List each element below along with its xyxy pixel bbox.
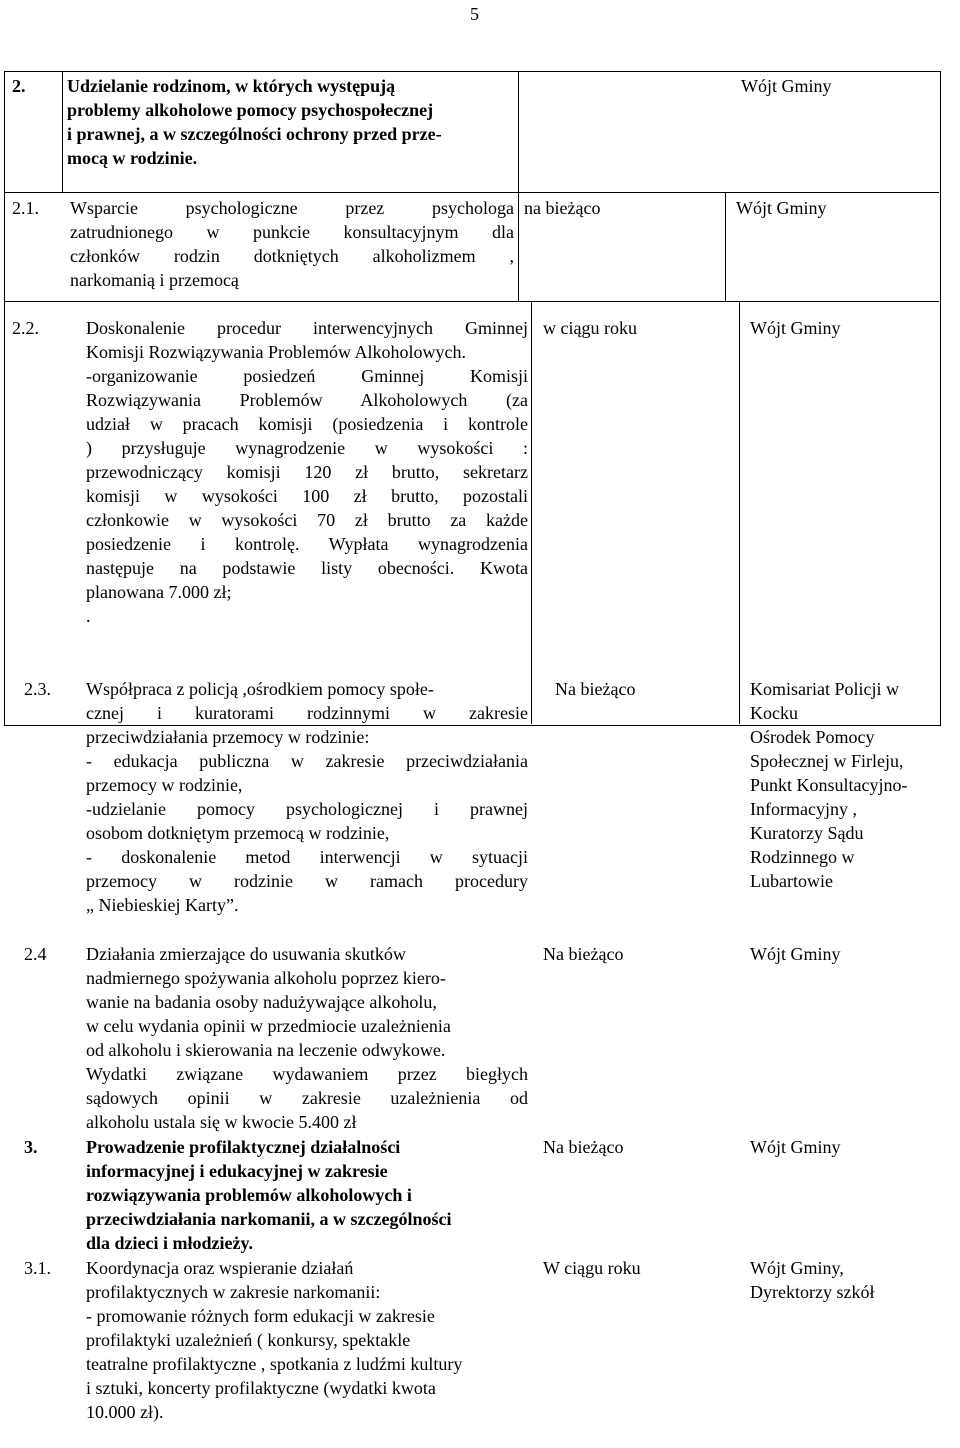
desc-line: sądowych opinii w zakresie uzależnienia od xyxy=(86,1088,528,1108)
responsible-line: Kuratorzy Sądu xyxy=(750,823,864,843)
responsible-cell: Wójt Gminy xyxy=(750,318,841,338)
table-column-divider xyxy=(739,301,740,724)
item-description xyxy=(70,196,514,292)
title-line: dla dzieci i młodzieży. xyxy=(86,1233,253,1253)
desc-line: Wsparcie psychologiczne przez psychologa xyxy=(70,198,514,218)
desc-line: planowana 7.000 zł; xyxy=(86,582,232,602)
desc-line: cznej i kuratorami rodzinnymi w zakresie xyxy=(86,703,528,723)
desc-line: Koordynacja oraz wspieranie działań xyxy=(86,1258,354,1278)
responsible-line: Komisariat Policji w xyxy=(750,679,899,699)
table-column-divider xyxy=(725,192,726,301)
desc-line: członków rodzin dotkniętych alkoholizmem , xyxy=(70,246,514,266)
desc-line: w celu wydania opinii w przedmiocie uzależnienia xyxy=(86,1016,451,1036)
desc-line: alkoholu ustala się w kwocie 5.400 zł xyxy=(86,1112,357,1132)
desc-line: przewodniczący komisji 120 zł brutto, sekretarz xyxy=(86,462,528,482)
desc-line: nadmiernego spożywania alkoholu poprzez kiero- xyxy=(86,968,446,988)
term-cell: W ciągu roku xyxy=(543,1258,641,1278)
term-cell: Na bieżąco xyxy=(543,944,624,964)
section-number: 3. xyxy=(24,1137,38,1157)
desc-line: 10.000 zł). xyxy=(86,1402,164,1422)
responsible-cell xyxy=(750,1256,874,1304)
item-description xyxy=(86,677,528,917)
desc-line: teatralne profilaktyczne , spotkania z ludźmi kultury xyxy=(86,1354,463,1374)
title-line: i prawnej, a w szczególności ochrony przed prze- xyxy=(67,124,442,144)
desc-line: wanie na badania osoby nadużywające alkoholu, xyxy=(86,992,437,1012)
title-line: Prowadzenie profilaktycznej działalności xyxy=(86,1137,401,1157)
item-description xyxy=(86,316,528,628)
responsible-cell xyxy=(750,677,908,893)
desc-line: -udzielanie pomocy psychologicznej i prawnej xyxy=(86,799,528,819)
responsible-line: Kocku xyxy=(750,703,798,723)
responsible-line: Ośrodek Pomocy xyxy=(750,727,875,747)
desc-line: Komisji Rozwiązywania Problemów Alkoholowych. xyxy=(86,342,466,362)
responsible-line: Dyrektorzy szkół xyxy=(750,1282,875,1302)
responsible-line: Rodzinnego w xyxy=(750,847,855,867)
desc-line: . xyxy=(86,606,91,626)
responsible-line: Społecznej w Firleju, xyxy=(750,751,904,771)
term-cell: Na bieżąco xyxy=(555,679,636,699)
desc-line: ) przysługuje wynagrodzenie w wysokości : xyxy=(86,438,528,458)
desc-line: profilaktycznych w zakresie narkomanii: xyxy=(86,1282,381,1302)
responsible-cell: Wójt Gminy xyxy=(750,944,841,964)
responsible-cell: Wójt Gminy xyxy=(741,76,832,96)
desc-line: przeciwdziałania przemocy w rodzinie: xyxy=(86,727,370,747)
title-line: rozwiązywania problemów alkoholowych i xyxy=(86,1185,412,1205)
term-cell: na bieżąco xyxy=(524,198,601,218)
item-number: 2.4 xyxy=(24,944,47,964)
title-line: przeciwdziałania narkomanii, a w szczególności xyxy=(86,1209,452,1229)
desc-line: Współpraca z policją ,ośrodkiem pomocy społe- xyxy=(86,679,434,699)
desc-line: i sztuki, koncerty profilaktyczne (wydatki kwota xyxy=(86,1378,436,1398)
section-number: 2. xyxy=(12,76,26,96)
desc-line: narkomanią i przemocą xyxy=(70,270,239,290)
item-number: 3.1. xyxy=(24,1258,51,1278)
desc-line: osobom dotkniętym przemocą w rodzinie, xyxy=(86,823,390,843)
desc-line: udział w pracach komisji (posiedzenia i kontrole xyxy=(86,414,528,434)
desc-line: komisji w wysokości 100 zł brutto, pozostali xyxy=(86,486,528,506)
table-column-divider xyxy=(62,71,63,192)
table-column-divider xyxy=(531,301,532,724)
desc-line: Doskonalenie procedur interwencyjnych Gminnej xyxy=(86,318,528,338)
responsible-line: Lubartowie xyxy=(750,871,833,891)
desc-line: następuje na podstawie listy obecności. Kwota xyxy=(86,558,528,578)
table-column-divider xyxy=(518,71,519,301)
title-line: Udzielanie rodzinom, w których występują xyxy=(67,76,396,96)
term-cell: w ciągu roku xyxy=(543,318,637,338)
desc-line: „ Niebieskiej Karty”. xyxy=(86,895,239,915)
responsible-cell: Wójt Gminy xyxy=(736,198,827,218)
desc-line: przemocy w rodzinie, xyxy=(86,775,243,795)
section-title xyxy=(86,1135,531,1255)
term-cell: Na bieżąco xyxy=(543,1137,624,1157)
table-row-divider xyxy=(4,301,939,302)
desc-line: Rozwiązywania Problemów Alkoholowych (za xyxy=(86,390,528,410)
desc-line: zatrudnionego w punkcie konsultacyjnym dla xyxy=(70,222,514,242)
desc-line: - promowanie różnych form edukacji w zakresie xyxy=(86,1306,435,1326)
title-line: informacyjnej i edukacyjnej w zakresie xyxy=(86,1161,388,1181)
table-row-divider xyxy=(4,192,939,193)
item-number: 2.3. xyxy=(24,679,51,699)
desc-line: przemocy w rodzinie w ramach procedury xyxy=(86,871,528,891)
desc-line: posiedzenie i kontrolę. Wypłata wynagrodzenia xyxy=(86,534,528,554)
desc-line: - edukacja publiczna w zakresie przeciwdziałania xyxy=(86,751,528,771)
item-number: 2.1. xyxy=(12,198,39,218)
responsible-cell: Wójt Gminy xyxy=(750,1137,841,1157)
item-description xyxy=(86,942,528,1134)
desc-line: - doskonalenie metod interwencji w sytuacji xyxy=(86,847,528,867)
desc-line: -organizowanie posiedzeń Gminnej Komisji xyxy=(86,366,528,386)
responsible-line: Informacyjny , xyxy=(750,799,857,819)
page-number: 5 xyxy=(470,4,479,24)
responsible-line: Wójt Gminy, xyxy=(750,1258,844,1278)
section-title xyxy=(67,74,512,170)
title-line: mocą w rodzinie. xyxy=(67,148,198,168)
title-line: problemy alkoholowe pomocy psychospołecznej xyxy=(67,100,434,120)
item-number: 2.2. xyxy=(12,318,39,338)
desc-line: profilaktyki uzależnień ( konkursy, spektakle xyxy=(86,1330,411,1350)
item-description xyxy=(86,1256,531,1424)
desc-line: od alkoholu i skierowania na leczenie odwykowe. xyxy=(86,1040,446,1060)
responsible-line: Punkt Konsultacyjno- xyxy=(750,775,908,795)
desc-line: członkowie w wysokości 70 zł brutto za każde xyxy=(86,510,528,530)
desc-line: Działania zmierzające do usuwania skutków xyxy=(86,944,406,964)
desc-line: Wydatki związane wydawaniem przez biegłych xyxy=(86,1064,528,1084)
